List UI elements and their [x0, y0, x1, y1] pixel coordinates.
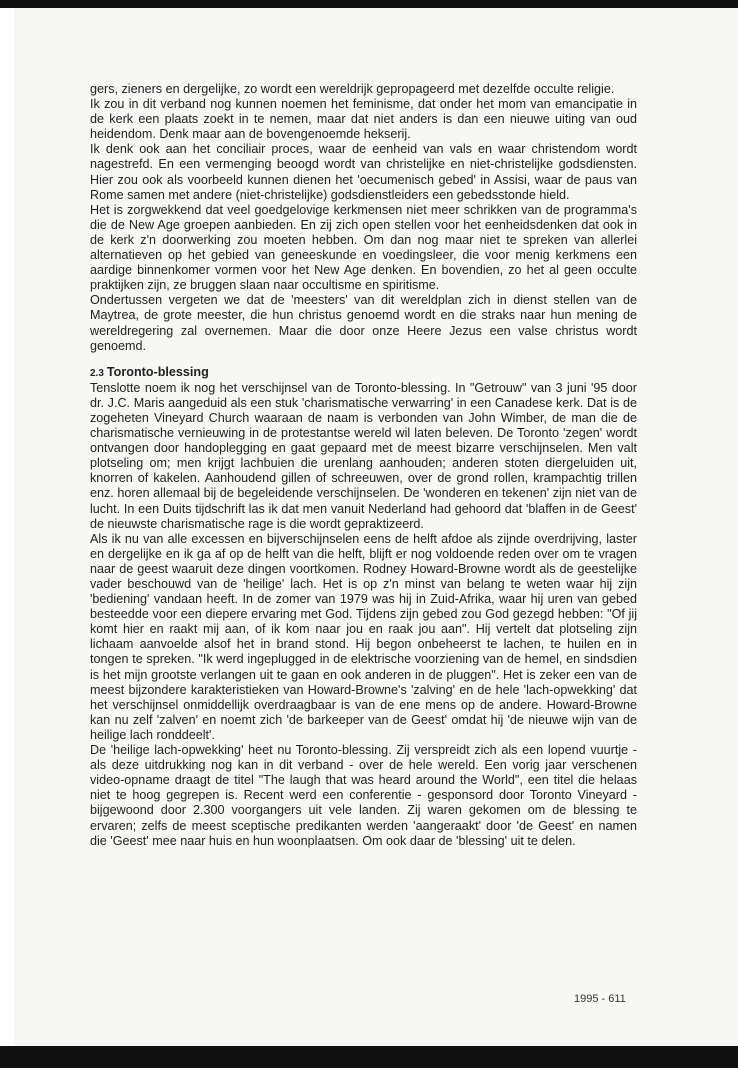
body-text — [90, 82, 637, 849]
page-number: 1995 - 611 — [574, 993, 626, 1005]
section-number: 2.3 — [90, 367, 104, 379]
paragraph: Ik denk ook aan het conciliair proces, waar de eenheid van vals en waar christendom wordt nagestrefd. En een vermenging beoogd wordt van christelijke en niet-christelijke godsdiensten. Hier zou ook als voorbeeld kunnen dienen het 'oecumenisch gebed' in Assisi, waar de paus van Rome samen met andere (niet-christelijke) godsdienstleiders een gebedsstonde hield. — [90, 142, 637, 202]
section-title: Toronto-blessing — [106, 364, 209, 379]
section-heading — [90, 365, 637, 381]
paragraph: Als ik nu van alle excessen en bijverschijnselen eens de helft afdoe als zijnde overdrijving, laster en dergelijke en ik ga af op de helft van die helft, blijft er nog voldoende reden over om te vragen naar de geest waaruit deze dingen voortkomen. Rodney Howard-Browne wordt als de geestelijke vader beschouwd van de 'heilige' lach. Het is op z'n minst van belang te weten waar hij zijn 'bediening' vandaan heeft. In de zomer van 1979 was hij in Zuid-Afrika, waar hij uren van gebed besteedde voor een diepere ervaring met God. Tijdens zijn gebed zou God gezegd hebben: "Of jij komt hier en raakt mij aan, of ik kom naar jou en raak jou aan". Hij vertelt dat plotseling zijn lichaam aanvoelde alsof het in brand stond. Hij begon onbeheerst te lachen, te huilen en in tongen te spreken. "Ik werd ingeplugged in de elektrische voorziening van de hemel, en sindsdien is het mijn grootste verlangen uit te gaan en ook anderen in de pluggen". Het is zeker een van de meest bijzondere karakteristieken van Howard-Browne's 'zalving' en de hele 'lach-opwekking' dat het verschijnsel onmiddellijk overdraagbaar is van de ene mens op de andere. Howard-Browne kan nu zelf 'zalven' en noemt zich 'de barkeeper van de Geest' omdat hij 'de nieuwe wijn van de heilige lach ronddeelt'. — [90, 531, 637, 742]
paragraph: Ondertussen vergeten we dat de 'meesters' van dit wereldplan zich in dienst stellen van de Maytrea, de grote meester, die hun christus genoemd wordt en die straks naar hun mening de wereldregering zal overnemen. Maar die door onze Heere Jezus een valse christus wordt genoemd. — [90, 293, 637, 353]
scan-border-top — [0, 0, 738, 8]
paragraph: gers, zieners en dergelijke, zo wordt een wereldrijk gepropageerd met dezelfde occulte religie. — [90, 82, 615, 96]
paragraph: Tenslotte noem ik nog het verschijnsel van de Toronto-blessing. In "Getrouw" van 3 juni '95 door dr. J.C. Maris aangeduid als een stuk 'charismatische verwarring' in een Canadese kerk. Dat is de zogeheten Vineyard Church waaraan de naam is verbonden van John Wimber, de man die de charismatische vernieuwing in de protestantse wereld wil laten beleven. De Toronto 'zegen' wordt ontvangen door handoplegging en gaat gepaard met de meest bizarre verschijnselen. Men valt plotseling om; men krijgt lachbuien die urenlang aanhouden; anderen stoten diergeluiden uit, knorren of kakelen. Aanhoudend gillen of schreeuwen, over de grond rollen, krampachtig trillen enz. horen allemaal bij de begeleidende verschijnselen. De 'wonderen en tekenen' zijn niet van de lucht. In een Duits tijdschrift las ik dat men vanuit Nederland had gehoord dat 'blaffen in de Geest' de nieuwste charismatische rage is die wordt gepraktizeerd. — [90, 380, 637, 531]
paragraph: De 'heilige lach-opwekking' heet nu Toronto-blessing. Zij verspreidt zich als een lopend vuurtje - als deze uitdrukking nog kan in dit verband - over de hele wereld. Een vorig jaar verschenen video-opname draagt de titel "The laugh that was heard around the World", een titel die helaas niet te hoog gegrepen is. Recent werd een conferentie - gesponsord door Toronto Vineyard - bijgewoond door 2.300 voorgangers uit vele landen. Zij waren gekomen om de blessing te ervaren; zelfs de meest sceptische predikanten werden 'aangeraakt' door 'de Geest' en namen die 'Geest' mee naar huis en hun woonplaatsen. Om ook daar de 'blessing' uit te delen. — [90, 743, 637, 848]
paragraph: Het is zorgwekkend dat veel goedgelovige kerkmensen niet meer schrikken van de programma's die de New Age groepen aanbieden. En zij zich open stellen voor het eenheidsdenken dat ook in de kerk z'n doorwerking zou moeten hebben. Om dan nog maar niet te spreken van allerlei alternatieven op het gebied van geneeskunde en voedingsleer, die voor menig kerkmens een aardige binnenkomer vormen voor het New Age denken. En bovendien, zo het al geen occulte praktijken zijn, ze bruggen slaan naar occultisme en spiritisme. — [90, 202, 637, 293]
scan-border-bottom — [0, 1046, 738, 1068]
paragraph: Ik zou in dit verband nog kunnen noemen het feminisme, dat onder het mom van emancipatie in de kerk een plaats zoekt in te nemen, maar dat niet anders is dan een nieuwe uiting van oud heidendom. Denk maar aan de bovengenoemde hekserij. — [90, 97, 637, 142]
